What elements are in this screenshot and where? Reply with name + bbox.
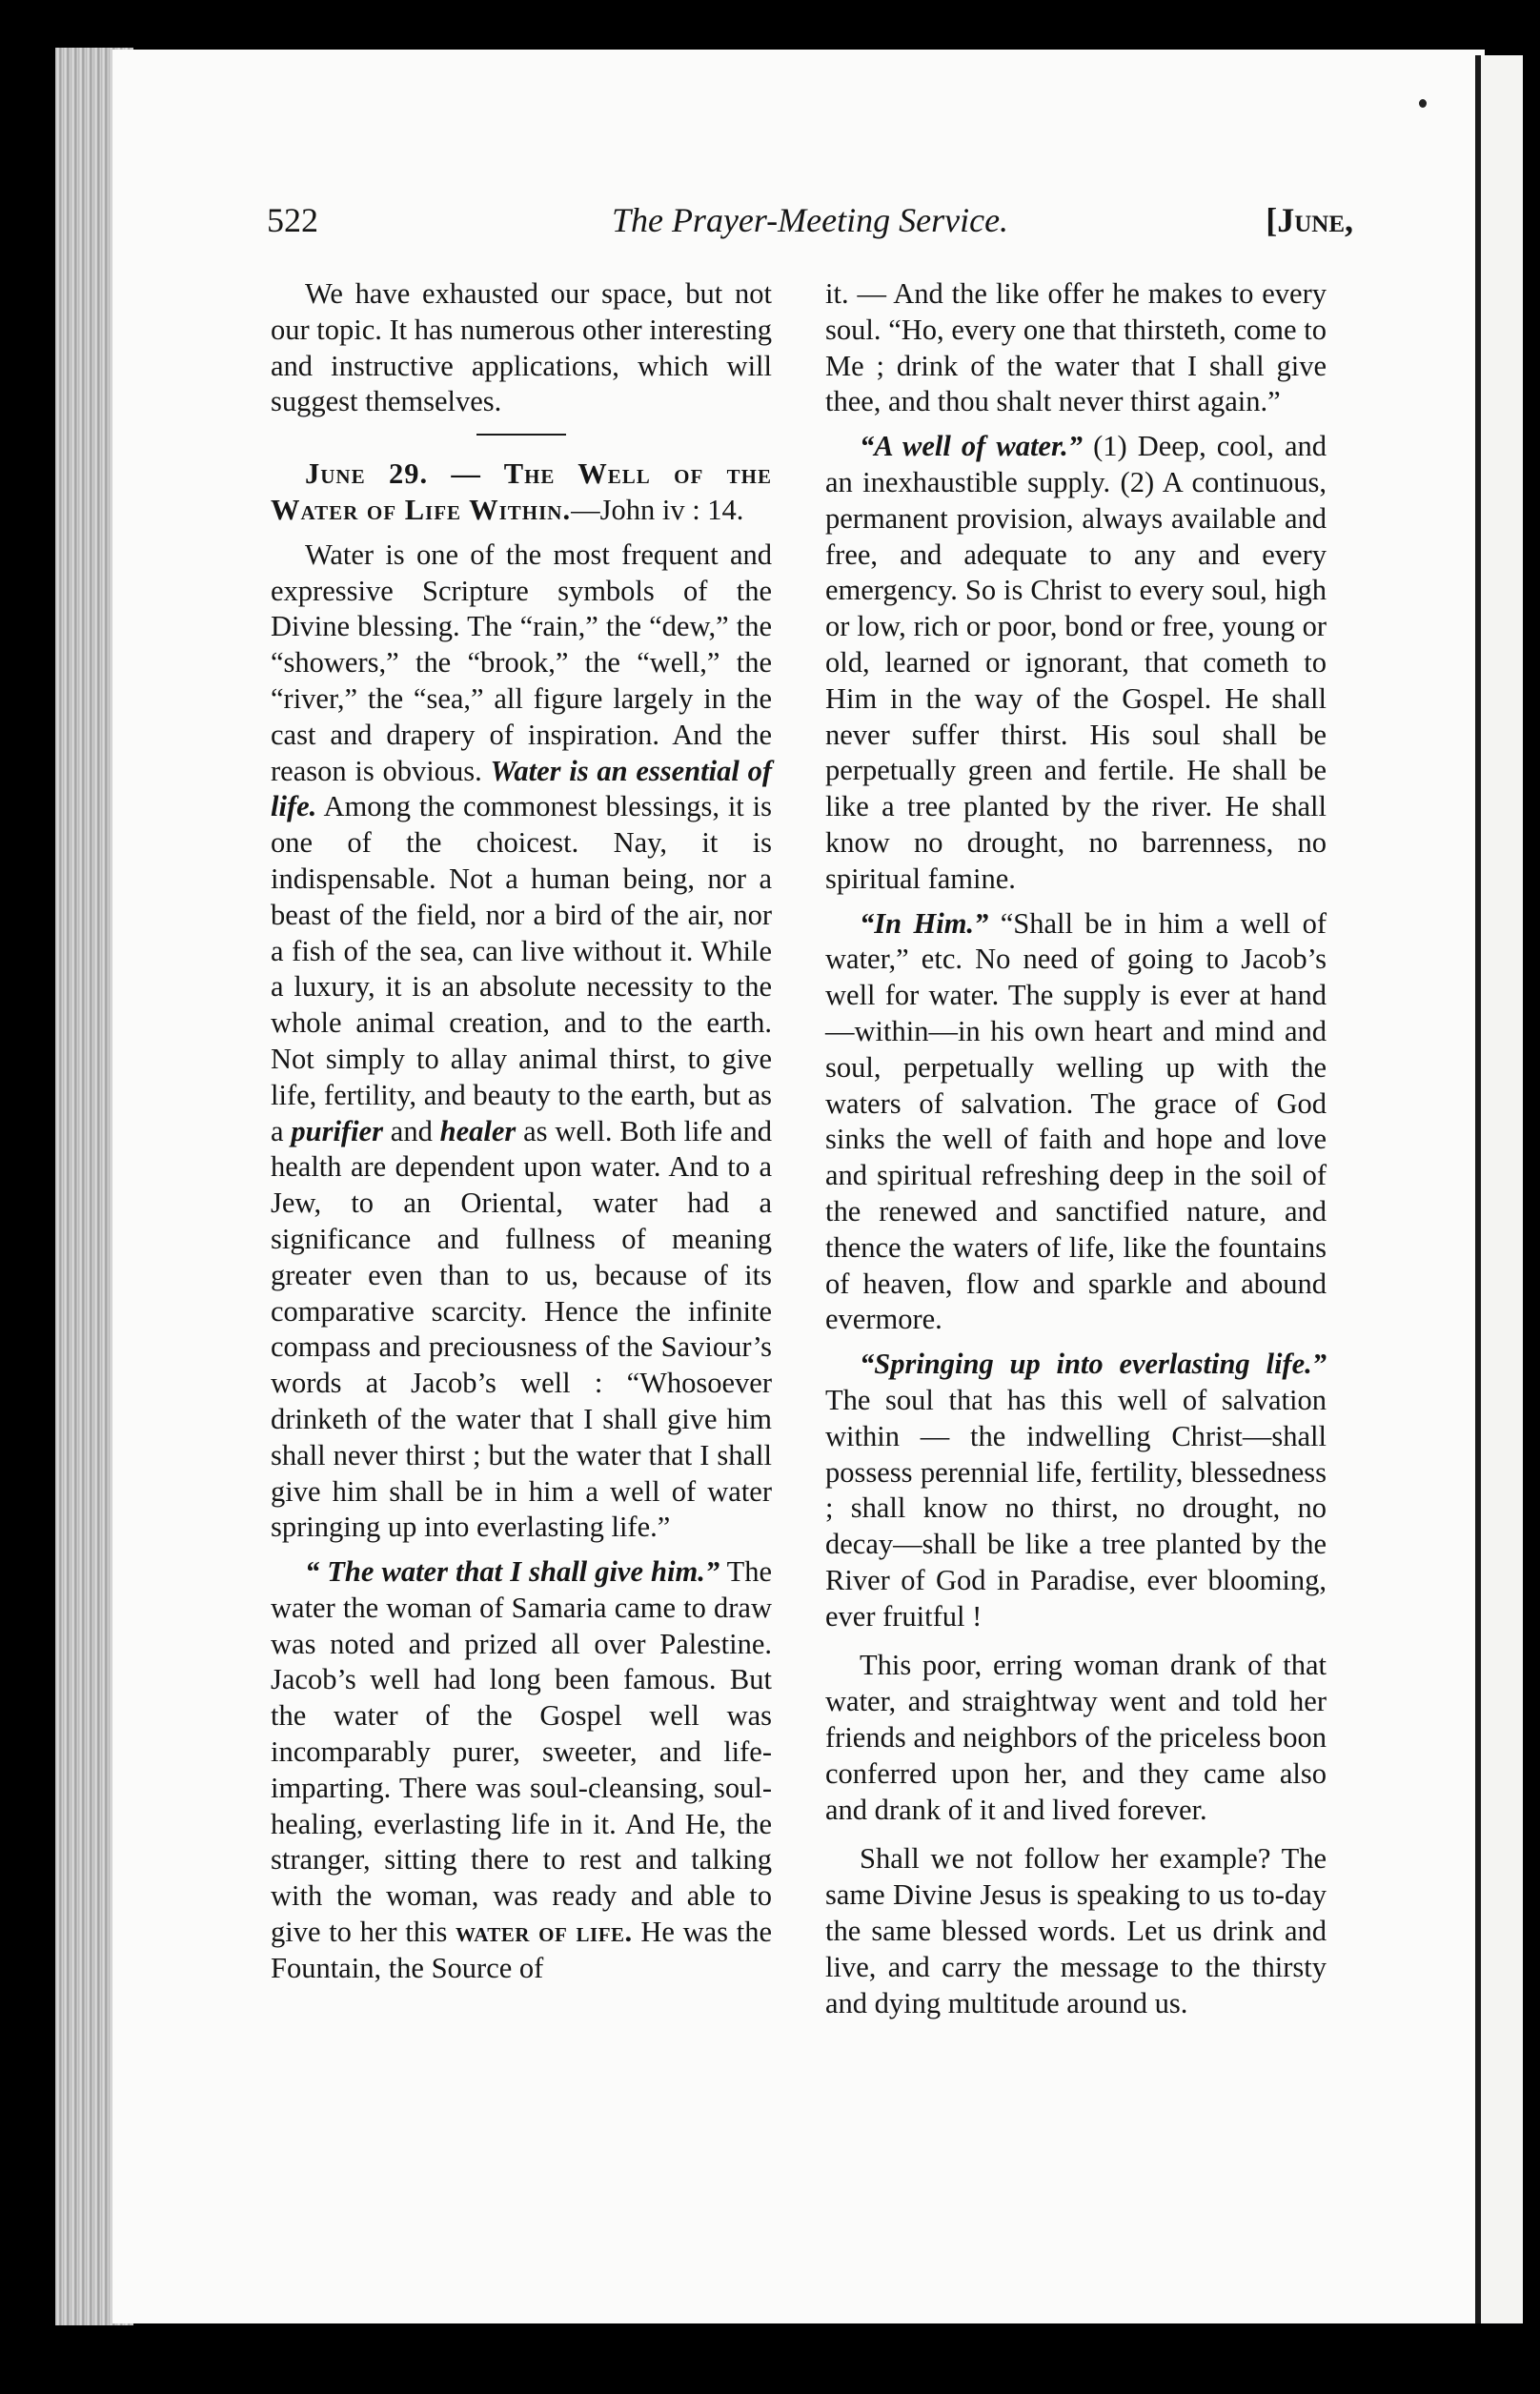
- paragraph: [825, 906, 1327, 1339]
- next-page-edge: [1475, 55, 1523, 2323]
- text-run: and: [382, 1114, 440, 1147]
- paragraph: This poor, erring woman drank of that water, and straightway went and told her friends and neighbors of the priceless boon conferred upon her, and they came also and drank of it and lived forever.: [825, 1649, 1327, 1826]
- emphasis: “ The water that I shall give him.”: [305, 1555, 720, 1589]
- left-column: [271, 276, 772, 1987]
- text-run: “Shall be in him a well of water,” etc. No need of going to Jacob’s well for water. The supply is ever at hand—within—in his own heart and mind and soul, perpetually welling up with the waters of salvation. The grace of God sinks the well of faith and hope and love and spiritual refreshing deep in the soil of the renewed and sanctified nature, and thence the waters of life, like the fountains of heaven, flow and sparkle and abound evermore.: [825, 906, 1327, 1336]
- text-run: Among the commonest blessings, it is one of the choicest. Nay, it is indispensable. Not a human being, nor a beast of the field, nor a bird of the air, nor a fish of the sea, can live without it. While a luxury, it is an absolute necessity to the whole animal creation, and to the earth. Not simply to allay animal thirst, to give life, fertility, and beauty to the earth, but as a: [271, 790, 772, 1147]
- section-rule: [476, 434, 566, 436]
- running-date: [June,: [1266, 201, 1353, 239]
- emphasis: healer: [439, 1114, 517, 1147]
- running-head: [267, 200, 1353, 248]
- text-run: Water is one of the most frequent and expressive Scripture symbols of the Divine blessing. The “rain,” the “dew,” the “showers,” the “brook,” the “well,” the “river,” the “sea,” all figure largely in the cast and drapery of inspiration. And the reason is obvious.: [271, 538, 772, 787]
- text-run: as well. Both life and health are dependent upon water. And to a Jew, to an Oriental, water had a significance and fullness of meaning greater even than to us, because of its comparative scarcity. Hence the infinite compass and preciousness of the Saviour’s words at Jacob’s well : “Whosoever drinketh of the water that I shall give him shall never thirst ; but the water that I shall give him shall be in him a well of water springing up into everlasting life.”: [271, 1114, 772, 1544]
- small-caps-text: water of life.: [456, 1916, 633, 1949]
- heading-title: The Well of the Water of Life Within.: [271, 457, 772, 526]
- emphasis: “A well of water.”: [860, 430, 1084, 463]
- emphasis: “Springing up into everlasting life.”: [860, 1348, 1327, 1381]
- paragraph: [825, 1347, 1327, 1634]
- paragraph: [825, 429, 1327, 897]
- emphasis: “In Him.”: [860, 906, 989, 940]
- emphasis: Water is an essential of life.: [271, 754, 772, 823]
- text-run: The soul that has this well of salvation within — the indwelling Christ—shall possess perennial life, fertility, blessedness ; shall know no thirst, no drought, no decay—shall be like a tree planted by the River of God in Paradise, ever blooming, ever fruitful !: [825, 1383, 1327, 1633]
- paragraph: [271, 538, 772, 1546]
- text-run: (1) Deep, cool, and an inexhaustible supply. (2) A continuous, permanent provision, always available and free, and adequate to any and every emergency. So is Christ to every soul, high or low, rich or poor, bond or free, young or old, learned or ignorant, that cometh to Him in the way of the Gospel. He shall never suffer thirst. His soul shall be perpetually green and fertile. He shall be like a tree planted by the river. He shall know no drought, no barrenness, no spiritual famine.: [825, 430, 1327, 895]
- heading-date: June 29. —: [305, 457, 504, 491]
- section-heading: [271, 456, 772, 529]
- page-number: 522: [267, 201, 318, 239]
- text-run: He was the Fountain, the Source of: [271, 1916, 773, 1984]
- paragraph: [271, 1554, 772, 1987]
- paragraph: Shall we not follow her example? The same Divine Jesus is speaking to us to-day the same blessed words. Let us drink and live, and carry the message to the thirsty and dying multitude around us.: [825, 1842, 1327, 2019]
- ink-speck: [1419, 99, 1427, 108]
- intro-paragraph: We have exhausted our space, but not our topic. It has numerous other interesting and instructive applications, which will suggest themselves.: [271, 277, 773, 418]
- right-column: [825, 276, 1327, 2021]
- heading-reference: —John iv : 14.: [571, 493, 744, 526]
- emphasis: purifier: [291, 1114, 383, 1147]
- running-title: The Prayer-Meeting Service.: [611, 201, 1009, 239]
- text-run: The water the woman of Samaria came to draw was noted and prized all over Palestine. Jacob’s well had long been famous. But the water of the Gospel well was incomparably purer, sweeter, and life-imparting. There was soul-cleansing, soul-healing, everlasting life in it. And He, the stranger, sitting there to rest and talking with the woman, was ready and able to give to her this: [271, 1555, 772, 1949]
- paragraph: it. — And the like offer he makes to every soul. “Ho, every one that thirsteth, come to Me ; drink of the water that I shall give thee, and thou shalt never thirst again.”: [825, 277, 1327, 418]
